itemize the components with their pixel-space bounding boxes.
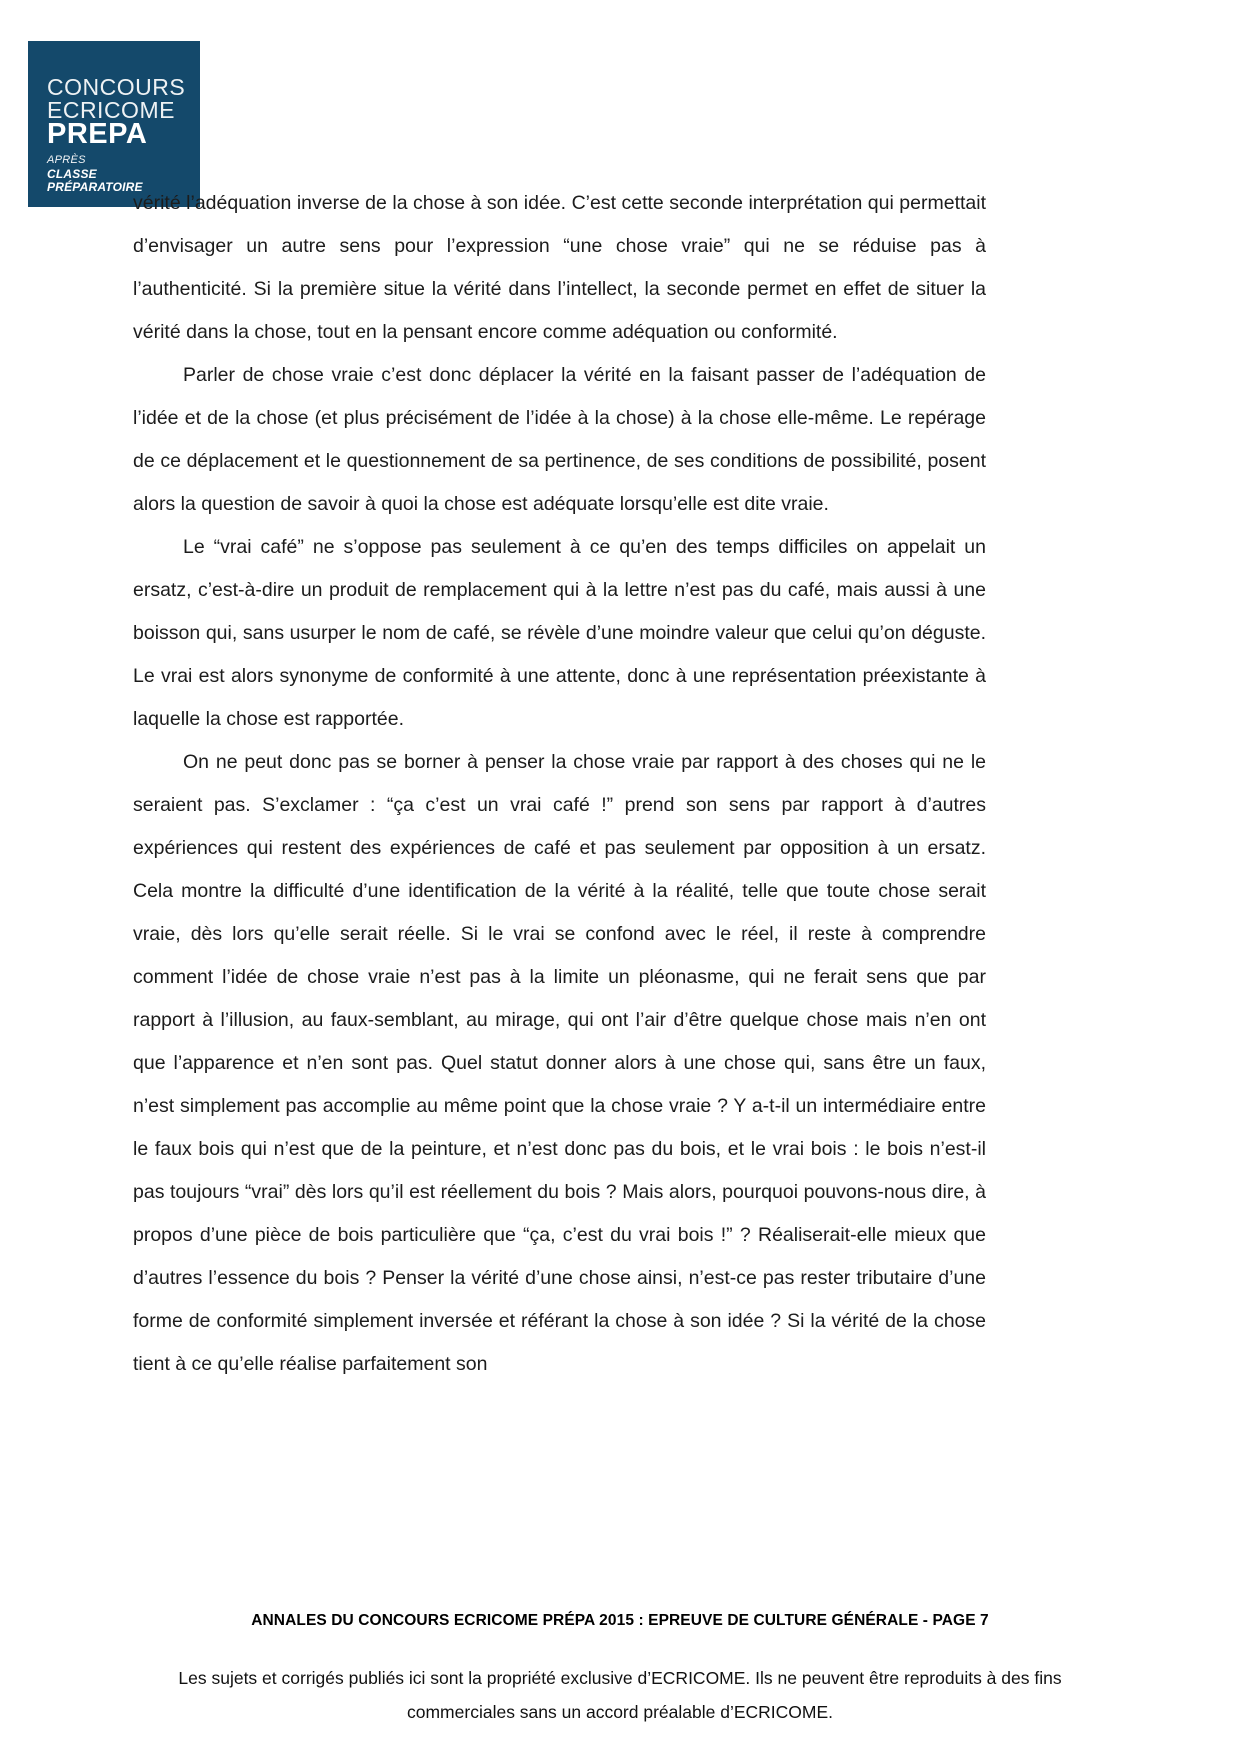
logo-classe-text: CLASSE PRÉPARATOIRE: [47, 167, 143, 194]
footer-copyright: Les sujets et corrigés publiés ici sont la propriété exclusive d’ECRICOME. Ils ne peuvent être reproduits à des fins commerciales sans un accord préalable d’ECRICOME.: [178, 1668, 1062, 1722]
logo-concours-text: CONCOURS: [47, 74, 186, 100]
paragraph-4: On ne peut donc pas se borner à penser la chose vraie par rapport à des choses qui ne le seraient pas. S’exclamer : “ça c’est un vrai café !” prend son sens par rapport à d’autres expériences qui restent des expériences de café et pas seulement par opposition à un ersatz. Cela montre la difficulté d’une identification de la vérité à la réalité, telle que toute chose serait vraie, dès lors qu’elle serait réelle. Si le vrai se confond avec le réel, il reste à comprendre comment l’idée de chose vraie n’est pas à la limite un pléonasme, qui ne ferait sens que par rapport à l’illusion, au faux-semblant, au mirage, qui ont l’air d’être quelque chose mais n’en ont que l’apparence et n’en sont pas. Quel statut donner alors à une chose qui, sans être un faux, n’est simplement pas accomplie au même point que la chose vraie ? Y a-t-il un intermédiaire entre le faux bois qui n’est que de la peinture, et n’est donc pas du bois, et le vrai bois : le bois n’est-il pas toujours “vrai” dès lors qu’il est réellement du bois ? Mais alors, pourquoi pouvons-nous dire, à propos d’une pièce de bois particulière que “ça, c’est du vrai bois !” ? Réaliserait-elle mieux que d’autres l’essence du bois ? Penser la vérité d’une chose ainsi, n’est-ce pas rester tributaire d’une forme de conformité simplement inversée et référant la chose à son idée ? Si la vérité de la chose tient à ce qu’elle réalise parfaitement son: [133, 751, 986, 1375]
logo-prepa-text: PREPA: [47, 118, 148, 150]
logo-apres-text: APRÈS: [47, 154, 86, 166]
body-text: [133, 182, 986, 1386]
logo-ecricome-text: ECRICOME: [47, 97, 175, 123]
paragraph-1: vérité l’adéquation inverse de la chose à son idée. C’est cette seconde interprétation qui permettait d’envisager un autre sens pour l’expression “une chose vraie” qui ne se réduise pas à l’authenticité. Si la première situe la vérité dans l’intellect, la seconde permet en effet de situer la vérité dans la chose, tout en la pensant encore comme adéquation ou conformité.: [133, 192, 986, 343]
paragraph-2: Parler de chose vraie c’est donc déplacer la vérité en la faisant passer de l’adéquation de l’idée et de la chose (et plus précisément de l’idée à la chose) à la chose elle-même. Le repérage de ce déplacement et le questionnement de sa pertinence, de ses conditions de possibilité, posent alors la question de savoir à quoi la chose est adéquate lorsqu’elle est dite vraie.: [133, 364, 986, 515]
footer-page-line: ANNALES DU CONCOURS ECRICOME PRÉPA 2015 : EPREUVE DE CULTURE GÉNÉRALE - PAGE 7: [251, 1612, 989, 1629]
paragraph-3: Le “vrai café” ne s’oppose pas seulement à ce qu’en des temps difficiles on appelait un ersatz, c’est-à-dire un produit de remplacement qui à la lettre n’est pas du café, mais aussi à une boisson qui, sans usurper le nom de café, se révèle d’une moindre valeur que celui qu’on déguste. Le vrai est alors synonyme de conformité à une attente, donc à une représentation préexistante à laquelle la chose est rapportée.: [133, 536, 986, 730]
